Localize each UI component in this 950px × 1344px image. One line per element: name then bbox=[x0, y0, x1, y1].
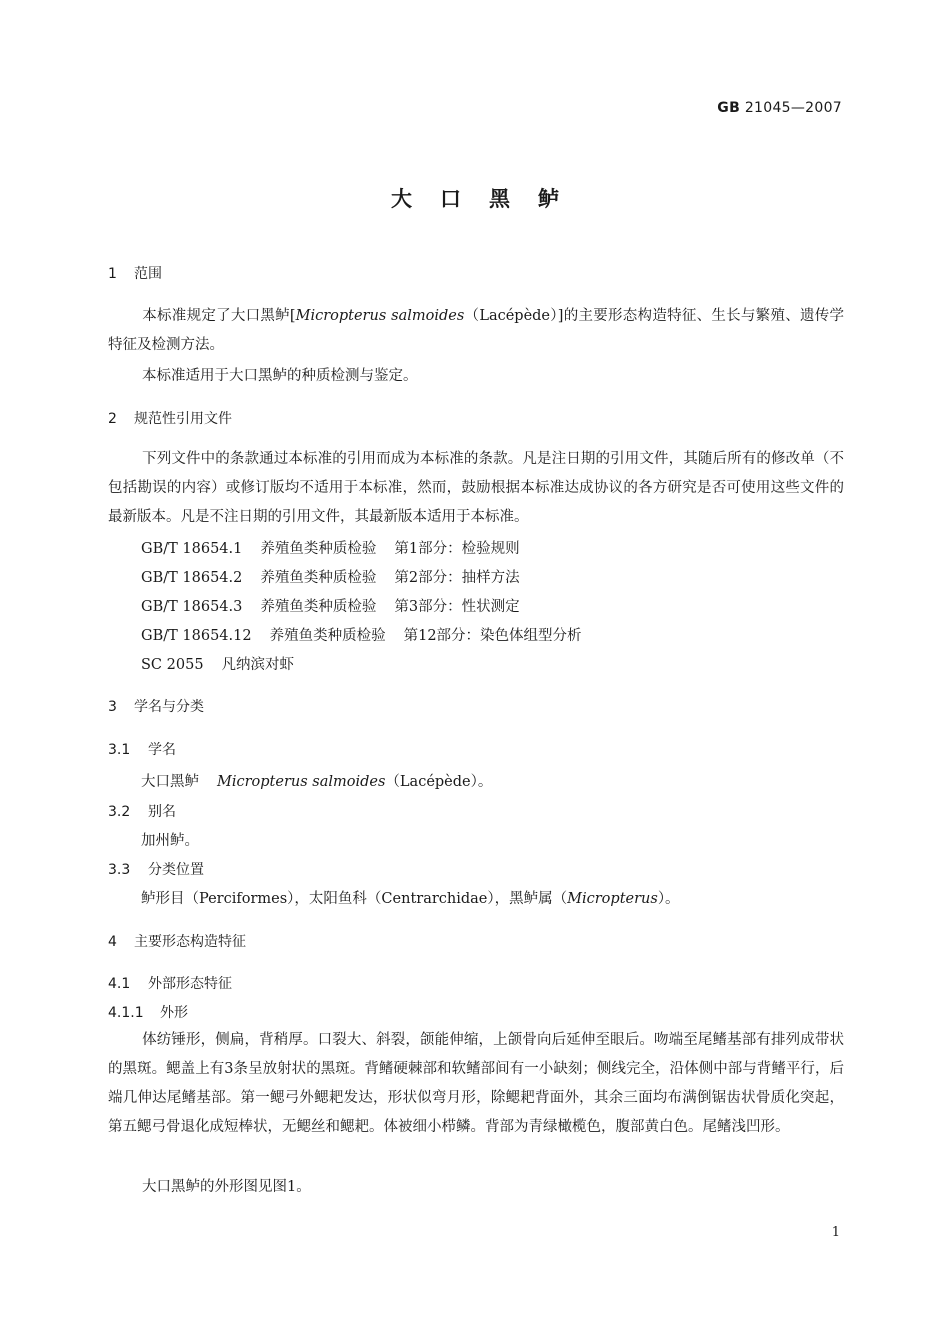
section-number: 3.3 bbox=[108, 862, 131, 878]
reference-part: 第2部分：抽样方法 bbox=[394, 570, 520, 586]
section-title: 外形 bbox=[160, 1005, 188, 1021]
standard-number: 21045—2007 bbox=[744, 100, 842, 116]
section-4-1-heading bbox=[108, 973, 232, 993]
section-1-paragraph-2: 本标准适用于大口黑鲈的种质检测与鉴定。 bbox=[142, 368, 418, 384]
section-3-3-heading bbox=[108, 859, 204, 879]
scientific-name: Micropterus salmoides bbox=[295, 308, 465, 324]
scientific-name-line: 大口黑鲈 Micropterus salmoides（Lacépède）。 bbox=[141, 774, 493, 790]
reference-title: 凡纳滨对虾 bbox=[221, 657, 295, 673]
section-number: 3.1 bbox=[108, 742, 131, 758]
section-title: 范围 bbox=[134, 266, 162, 282]
genus-name: Micropterus bbox=[567, 891, 658, 907]
section-title: 别名 bbox=[148, 804, 176, 820]
section-1-paragraph-1: 本标准规定了大口黑鲈[Micropterus salmoides（Lacépède）]的主要形态构造特征、生长与繁殖、遗传学特征及检测方法。 bbox=[108, 308, 845, 353]
section-title: 规范性引用文件 bbox=[134, 411, 232, 427]
figure-reference-paragraph: 大口黑鲈的外形图见图1。 bbox=[142, 1179, 311, 1195]
section-number: 4.1.1 bbox=[108, 1005, 144, 1021]
section-number: 4.1 bbox=[108, 976, 131, 992]
document-title: 大口黑鲈 bbox=[391, 187, 587, 211]
reference-part: 第3部分：性状测定 bbox=[394, 599, 520, 615]
section-number: 3.2 bbox=[108, 804, 131, 820]
reference-code: SC 2055 bbox=[141, 657, 204, 673]
reference-title: 养殖鱼类种质检验 bbox=[260, 570, 377, 586]
section-number: 1 bbox=[108, 266, 117, 282]
classification-text: 鲈形目（Perciformes），太阳鱼科（Centrarchidae），黑鲈属（Micropterus）。 bbox=[141, 891, 680, 907]
reference-item bbox=[141, 566, 520, 587]
reference-item bbox=[141, 624, 582, 645]
section-4-1-1-heading bbox=[108, 1002, 188, 1022]
section-number: 2 bbox=[108, 411, 117, 427]
section-title: 学名 bbox=[148, 742, 176, 758]
reference-title: 养殖鱼类种质检验 bbox=[260, 541, 377, 557]
scientific-name: Micropterus salmoides bbox=[217, 774, 386, 790]
section-2-paragraph-1: 下列文件中的条款通过本标准的引用而成为本标准的条款。凡是注日期的引用文件，其随后所有的修改单（不包括勘误的内容）或修订版均不适用于本标准，然而，鼓励根据本标准达成协议的各方研究是否可使用这些文件的最新版本。凡是不注日期的引用文件，其最新版本适用于本标准。 bbox=[108, 451, 844, 525]
reference-item bbox=[141, 595, 520, 616]
section-number: 4 bbox=[108, 934, 117, 950]
standard-code bbox=[717, 100, 842, 116]
section-3-1-heading bbox=[108, 739, 176, 759]
section-3-2-heading bbox=[108, 801, 176, 821]
alias-text: 加州鲈。 bbox=[141, 833, 199, 849]
section-title: 主要形态构造特征 bbox=[134, 934, 246, 950]
reference-code: GB/T 18654.2 bbox=[141, 570, 243, 586]
reference-code: GB/T 18654.3 bbox=[141, 599, 243, 615]
section-3-heading bbox=[108, 696, 204, 716]
section-4-heading bbox=[108, 931, 246, 951]
reference-part: 第1部分：检验规则 bbox=[394, 541, 520, 557]
shape-description-paragraph: 体纺锤形，侧扁，背稍厚。口裂大、斜裂，颌能伸缩，上颌骨向后延伸至眼后。吻端至尾鳍基部有排列成带状的黑斑。鳃盖上有3条呈放射状的黑斑。背鳍硬棘部和软鳍部间有一小缺刻；侧线完全，沿体侧中部与背鳍平行，后端几伸达尾鳍基部。第一鳃弓外鳃耙发达，形状似弯月形，除鳃耙背面外，其余三面均布满倒锯齿状骨质化突起，第五鳃弓骨退化成短棒状，无鳃丝和鳃耙。体被细小栉鳞。背部为青绿橄榄色，腹部黄白色。尾鳍浅凹形。 bbox=[108, 1032, 844, 1135]
reference-code: GB/T 18654.12 bbox=[141, 628, 252, 644]
reference-title: 养殖鱼类种质检验 bbox=[269, 628, 386, 644]
reference-item bbox=[141, 537, 520, 558]
standard-prefix: GB bbox=[717, 100, 741, 116]
section-2-heading bbox=[108, 408, 232, 428]
reference-item bbox=[141, 653, 294, 674]
section-title: 分类位置 bbox=[148, 862, 204, 878]
reference-part: 第12部分：染色体组型分析 bbox=[403, 628, 582, 644]
page-number: 1 bbox=[831, 1225, 840, 1240]
reference-title: 养殖鱼类种质检验 bbox=[260, 599, 377, 615]
section-1-heading bbox=[108, 263, 162, 283]
section-title: 外部形态特征 bbox=[148, 976, 232, 992]
reference-code: GB/T 18654.1 bbox=[141, 541, 243, 557]
section-number: 3 bbox=[108, 699, 117, 715]
section-title: 学名与分类 bbox=[134, 699, 204, 715]
